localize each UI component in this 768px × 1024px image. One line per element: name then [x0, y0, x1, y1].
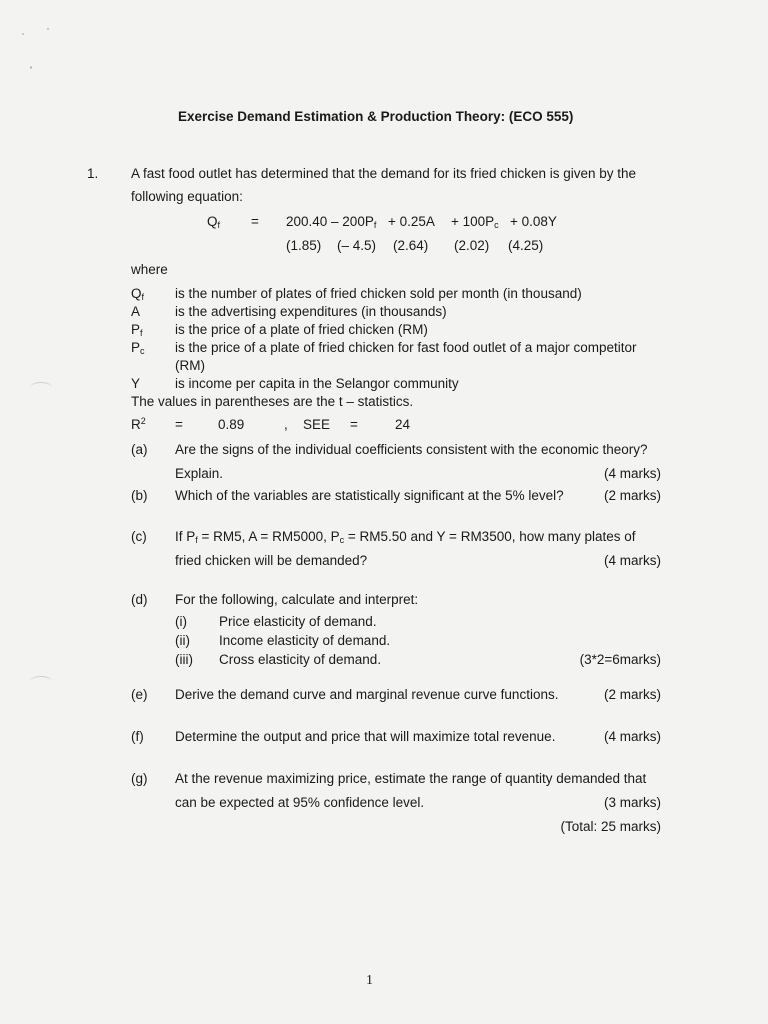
part-d-item-text: Income elasticity of demand.: [219, 633, 391, 648]
tstat-value: (2.64): [393, 238, 429, 253]
part-b-text: Which of the variables are statistically significant at the 5% level?: [175, 488, 564, 503]
variable-symbol: Y: [131, 376, 141, 391]
variable-symbol: $P_f$: [131, 322, 143, 338]
equation-term-price: $200.40 - 200P_f$: [286, 214, 377, 230]
variable-description-cont: (RM): [175, 358, 205, 373]
equation-term-competitor: + $100P_c$: [451, 214, 499, 230]
part-c-marks: (4 marks): [604, 553, 661, 568]
variable-description: is income per capita in the Selangor community: [175, 376, 459, 391]
part-a-text-cont: Explain.: [175, 466, 224, 481]
see-value: 24: [395, 417, 411, 432]
scan-mark: [30, 676, 52, 687]
variable-symbol: A: [131, 304, 141, 319]
see-label: SEE: [303, 417, 331, 432]
part-b-marks: (2 marks): [604, 488, 661, 503]
tstat-value: (– 4.5): [337, 238, 377, 253]
tstat-note: The values in parentheses are the t – statistics.: [131, 394, 414, 409]
see-equals: =: [350, 417, 358, 432]
part-e-marks: (2 marks): [604, 687, 661, 702]
page-number: 1: [366, 973, 373, 988]
equation-lhs: $Q_f$: [207, 214, 221, 230]
part-d-item-text: Cross elasticity of demand.: [219, 652, 382, 667]
fit-separator: ,: [284, 417, 288, 432]
question-intro-line1: A fast food outlet has determined that the demand for its fried chicken is given by the: [131, 166, 637, 181]
part-d-item-text: Price elasticity of demand.: [219, 614, 377, 629]
scan-speck: [22, 33, 24, 35]
part-g-text-cont: can be expected at 95% confidence level.: [175, 795, 425, 810]
part-d-label: (d): [131, 592, 148, 607]
part-g-label: (g): [131, 771, 148, 786]
part-d-text: For the following, calculate and interpret:: [175, 592, 419, 607]
where-label: where: [131, 262, 168, 277]
variable-symbol: $Q_f$: [131, 286, 145, 302]
variable-symbol: $P_c$: [131, 340, 145, 356]
tstat-value: (2.02): [454, 238, 490, 253]
part-f-text: Determine the output and price that will maximize total revenue.: [175, 729, 556, 744]
variable-description: is the price of a plate of fried chicken (RM): [175, 322, 428, 337]
part-c-label: (c): [131, 529, 147, 544]
part-f-marks: (4 marks): [604, 729, 661, 744]
equation-equals: =: [251, 214, 259, 229]
part-d-item-number: (iii): [175, 652, 193, 667]
scan-speck: [47, 28, 49, 30]
part-a-text: Are the signs of the individual coefficients consistent with the economic theory?: [175, 442, 648, 457]
part-d-item-number: (i): [175, 614, 187, 629]
r-squared-label: $R^2$: [131, 416, 146, 432]
question-intro-line2: following equation:: [131, 189, 243, 204]
r-squared-equals: =: [175, 417, 183, 432]
r-squared-value: 0.89: [218, 417, 245, 432]
part-d-marks: (3*2=6marks): [579, 652, 661, 667]
page-title: Exercise Demand Estimation & Production Theory: (ECO 555): [178, 109, 574, 124]
part-g-text: At the revenue maximizing price, estimate the range of quantity demanded that: [175, 771, 647, 786]
part-e-text: Derive the demand curve and marginal revenue curve functions.: [175, 687, 559, 702]
part-f-label: (f): [131, 729, 144, 744]
part-b-label: (b): [131, 488, 148, 503]
tstat-value: (1.85): [286, 238, 322, 253]
part-d-item-number: (ii): [175, 633, 190, 648]
variable-description: is the price of a plate of fried chicken for fast food outlet of a major competitor: [175, 340, 637, 355]
part-e-label: (e): [131, 687, 148, 702]
part-a-marks: (4 marks): [604, 466, 661, 481]
equation-term-income: + 0.08Y: [510, 214, 557, 229]
part-a-label: (a): [131, 442, 148, 457]
equation-term-advertising: + 0.25A: [388, 214, 435, 229]
tstat-value: (4.25): [508, 238, 544, 253]
question-number: 1.: [87, 166, 99, 181]
variable-description: is the number of plates of fried chicken sold per month (in thousand): [175, 286, 582, 301]
scan-speck: [30, 66, 32, 69]
variable-description: is the advertising expenditures (in thousands): [175, 304, 447, 319]
total-marks: (Total: 25 marks): [560, 819, 661, 834]
part-g-marks: (3 marks): [604, 795, 661, 810]
part-c-text: If $P_f = RM5$, A = RM5000, $P_c = RM5.50$ and Y = RM3500, how many plates of: [175, 529, 636, 545]
part-c-text-cont: fried chicken will be demanded?: [175, 553, 368, 568]
scan-mark: [30, 382, 52, 393]
